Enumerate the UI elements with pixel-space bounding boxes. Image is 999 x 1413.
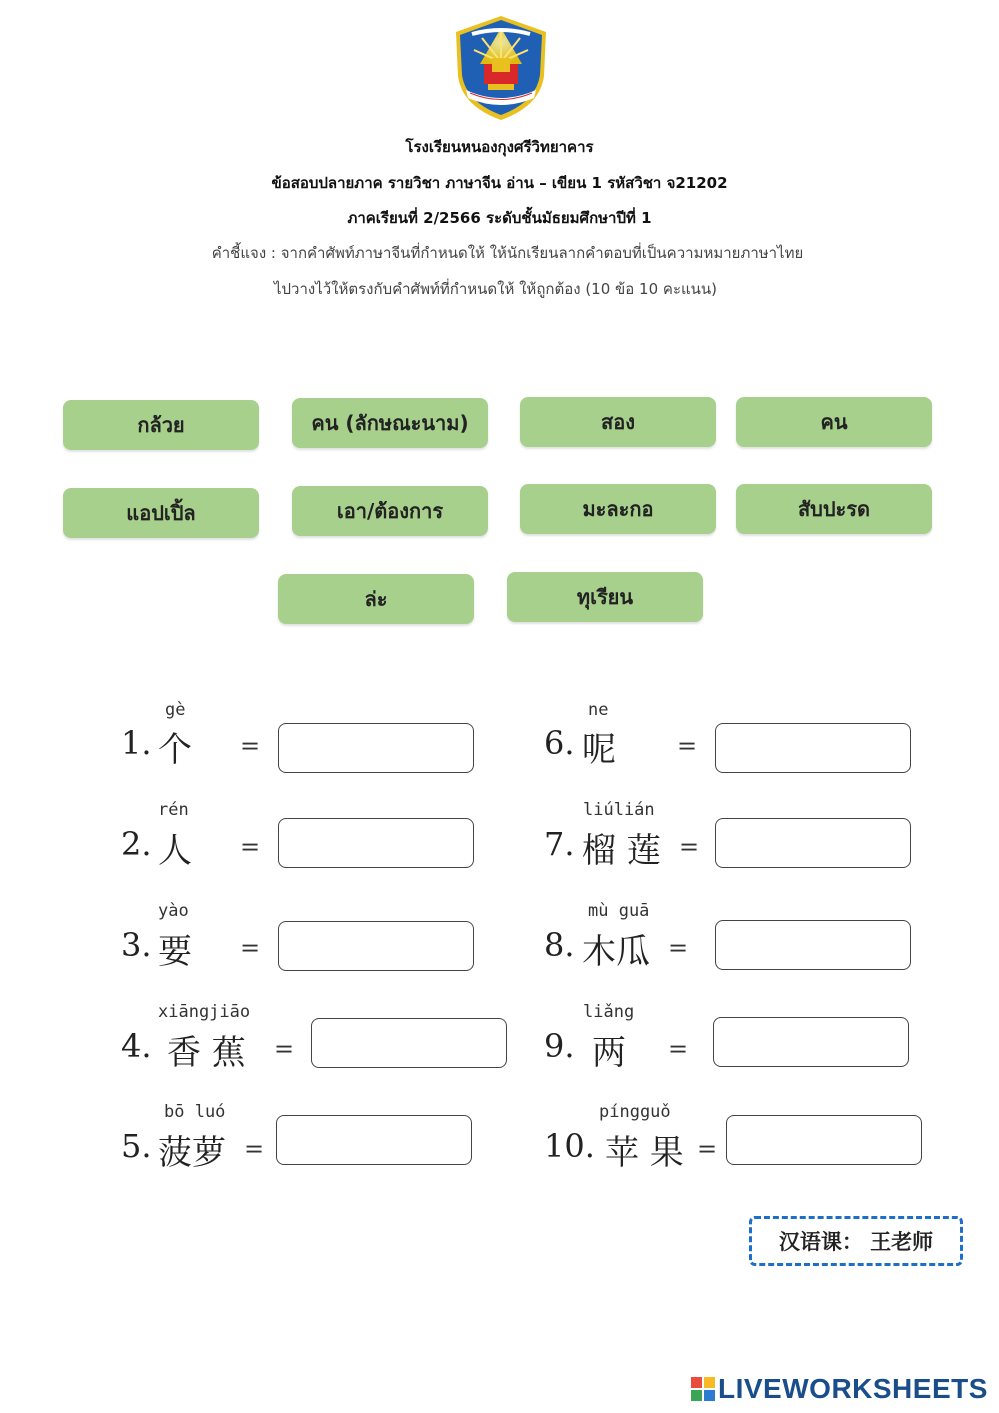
hanzi-word: 苹 果 [605, 1133, 684, 1173]
answer-chip[interactable]: สอง [520, 397, 716, 447]
answer-chip[interactable]: ล่ะ [278, 574, 474, 624]
term-line: ภาคเรียนที่ 2/2566 ระดับชั้นมัธยมศึกษาปีที่ 1 [347, 209, 652, 227]
answer-drop-box[interactable] [713, 1017, 909, 1067]
equals-sign: = [244, 1135, 265, 1163]
question-number: 10. [544, 1127, 595, 1165]
pinyin-label: liúlián [583, 800, 655, 820]
question-number: 6. [544, 724, 575, 762]
answer-chip[interactable]: มะละกอ [520, 484, 716, 534]
answer-drop-box[interactable] [726, 1115, 922, 1165]
pinyin-label: gè [165, 700, 186, 720]
pinyin-label: liǎng [583, 1002, 635, 1022]
pinyin-label: bō luó [164, 1102, 226, 1122]
answer-drop-box[interactable] [715, 920, 911, 970]
answer-drop-box[interactable] [311, 1018, 507, 1068]
hanzi-word: 要 [158, 932, 192, 972]
school-name: โรงเรียนหนองกุงศรีวิทยาคาร [405, 138, 594, 156]
question-number: 8. [544, 926, 575, 964]
answer-drop-box[interactable] [278, 921, 474, 971]
equals-sign: = [668, 934, 689, 962]
equals-sign: = [677, 732, 698, 760]
equals-sign: = [679, 833, 700, 861]
answer-drop-box[interactable] [715, 723, 911, 773]
answer-chip[interactable]: เอา/ต้องการ [292, 486, 488, 536]
pinyin-label: mù guā [588, 901, 650, 921]
school-emblem [452, 14, 550, 122]
teacher-tag: 汉语课： 王老师 [749, 1216, 963, 1266]
question-number: 9. [544, 1027, 575, 1065]
answer-chip[interactable]: คน [736, 397, 932, 447]
pinyin-label: píngguǒ [599, 1102, 671, 1122]
liveworksheets-logo [690, 1372, 988, 1406]
answer-chip[interactable]: ทุเรียน [507, 572, 703, 622]
question-number: 1. [121, 724, 152, 762]
hanzi-word: 人 [158, 831, 192, 871]
hanzi-word: 菠萝 [158, 1133, 226, 1173]
instruction-line-1: คำชี้แจง : จากคำศัพท์ภาษาจีนที่กำหนดให้ ให้นักเรียนลากคำตอบที่เป็นความหมายภาษาไทย [211, 244, 804, 262]
equals-sign: = [240, 732, 261, 760]
hanzi-word: 呢 [582, 730, 616, 770]
pinyin-label: ne [588, 700, 609, 720]
exam-title: ข้อสอบปลายภาค รายวิชา ภาษาจีน อ่าน – เขียน 1 รหัสวิชา จ21202 [271, 174, 728, 192]
hanzi-word: 个 [158, 730, 192, 770]
answer-drop-box[interactable] [278, 818, 474, 868]
equals-sign: = [274, 1035, 295, 1063]
equals-sign: = [240, 934, 261, 962]
answer-drop-box[interactable] [276, 1115, 472, 1165]
answer-chip[interactable]: สับปะรด [736, 484, 932, 534]
hanzi-word: 香 蕉 [167, 1033, 246, 1073]
liveworksheets-icon [690, 1376, 716, 1402]
answer-chip[interactable]: กล้วย [63, 400, 259, 450]
question-number: 3. [121, 926, 152, 964]
question-number: 2. [121, 825, 152, 863]
liveworksheets-text: LIVEWORKSHEETS [718, 1373, 988, 1404]
question-number: 7. [544, 825, 575, 863]
answer-chip[interactable]: คน (ลักษณะนาม) [292, 398, 488, 448]
pinyin-label: rén [158, 800, 189, 820]
question-number: 4. [121, 1027, 152, 1065]
hanzi-word: 木瓜 [582, 932, 650, 972]
equals-sign: = [668, 1035, 689, 1063]
question-number: 5. [121, 1127, 152, 1165]
equals-sign: = [240, 833, 261, 861]
answer-drop-box[interactable] [278, 723, 474, 773]
instruction-line-2: ไปวางไว้ให้ตรงกับคำศัพท์ที่กำหนดให้ ให้ถูกต้อง (10 ข้อ 10 คะแนน) [273, 280, 718, 298]
answer-drop-box[interactable] [715, 818, 911, 868]
answer-chip[interactable]: แอปเปิ้ล [63, 488, 259, 538]
hanzi-word: 榴 莲 [582, 831, 661, 871]
equals-sign: = [697, 1135, 718, 1163]
hanzi-word: 两 [592, 1033, 626, 1073]
pinyin-label: xiāngjiāo [158, 1002, 251, 1022]
pinyin-label: yào [158, 901, 189, 921]
